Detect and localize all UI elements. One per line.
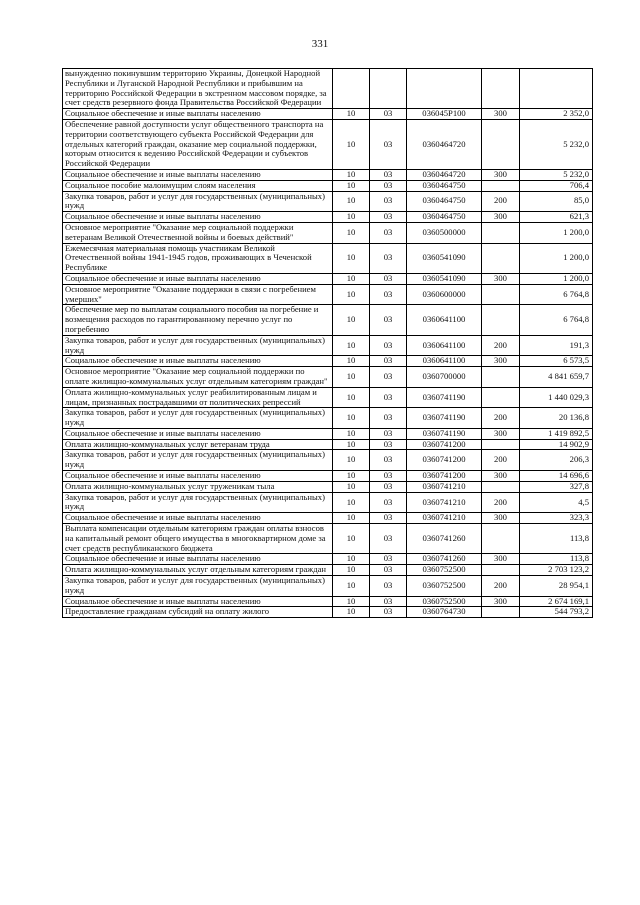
row-expense-type-cell [482, 607, 520, 618]
table-row [63, 554, 593, 565]
row-expense-type-cell [482, 439, 520, 450]
row-section-cell: 10 [333, 596, 370, 607]
table-row [63, 284, 593, 305]
row-amount-cell: 1 440 029,3 [520, 387, 593, 408]
row-amount-cell: 1 419 892,5 [520, 428, 593, 439]
row-name-cell: Социальное обеспечение и иные выплаты населению [63, 109, 333, 120]
row-amount-cell: 323,3 [520, 513, 593, 524]
row-name-cell: Оплата жилищно-коммунальных услуг отдельным категориям граждан [63, 565, 333, 576]
row-amount-cell: 706,4 [520, 180, 593, 191]
row-subsection-cell: 03 [370, 180, 407, 191]
row-name-cell: Социальное обеспечение и иные выплаты населению [63, 596, 333, 607]
table-row [63, 439, 593, 450]
row-target-article-cell: 0360752500 [407, 565, 482, 576]
row-target-article-cell: 0360741190 [407, 428, 482, 439]
row-section-cell: 10 [333, 481, 370, 492]
row-section-cell: 10 [333, 305, 370, 335]
table-row [63, 169, 593, 180]
row-target-article-cell: 0360741190 [407, 408, 482, 429]
row-expense-type-cell [482, 367, 520, 388]
row-expense-type-cell: 300 [482, 596, 520, 607]
row-target-article-cell: 0360741210 [407, 492, 482, 513]
budget-table [62, 68, 593, 618]
table-row [63, 565, 593, 576]
row-expense-type-cell [482, 222, 520, 243]
table-row [63, 428, 593, 439]
row-expense-type-cell [482, 284, 520, 305]
table-row [63, 481, 593, 492]
table-row [63, 408, 593, 429]
row-subsection-cell: 03 [370, 335, 407, 356]
table-row [63, 524, 593, 554]
row-name-cell: Ежемесячная материальная помощь участникам Великой Отечественной войны 1941-1945 годов, проживающих в Чеченской Республике [63, 243, 333, 273]
row-amount-cell: 113,8 [520, 524, 593, 554]
row-name-cell: Закупка товаров, работ и услуг для государственных (муниципальных) нужд [63, 408, 333, 429]
row-target-article-cell: 0360764730 [407, 607, 482, 618]
row-target-article-cell: 0360541090 [407, 243, 482, 273]
row-section-cell: 10 [333, 212, 370, 223]
row-name-cell: Закупка товаров, работ и услуг для государственных (муниципальных) нужд [63, 492, 333, 513]
page-number: 331 [311, 38, 329, 50]
row-amount-cell: 2 352,0 [520, 109, 593, 120]
row-name-cell: Обеспечение мер по выплатам социального пособия на погребение и возмещения расходов по гарантированному перечню услуг по погребению [63, 305, 333, 335]
row-target-article-cell: 0360541090 [407, 273, 482, 284]
row-name-cell: Социальное обеспечение и иные выплаты населению [63, 471, 333, 482]
row-expense-type-cell: 200 [482, 191, 520, 212]
row-target-article-cell: 0360741210 [407, 481, 482, 492]
row-name-cell: Социальное обеспечение и иные выплаты населению [63, 273, 333, 284]
row-subsection-cell: 03 [370, 450, 407, 471]
row-name-cell: Основное мероприятие "Оказание мер социальной поддержки по оплате жилищно-коммунальных услуг отдельным категориям граждан" [63, 367, 333, 388]
row-name-cell: Социальное обеспечение и иные выплаты населению [63, 554, 333, 565]
row-amount-cell: 1 200,0 [520, 273, 593, 284]
table-row [63, 513, 593, 524]
row-target-article-cell: 0360500000 [407, 222, 482, 243]
table-row [63, 180, 593, 191]
row-subsection-cell: 03 [370, 356, 407, 367]
row-name-cell: Социальное пособие малоимущим слоям населения [63, 180, 333, 191]
table-row [63, 387, 593, 408]
row-section-cell: 10 [333, 335, 370, 356]
row-section-cell [333, 69, 370, 109]
row-amount-cell: 621,3 [520, 212, 593, 223]
row-target-article-cell: 0360641100 [407, 305, 482, 335]
table-row [63, 450, 593, 471]
row-name-cell: Оплата жилищно-коммунальных услуг реабилитированным лицам и лицам, признанных пострадавшими от политических репрессий [63, 387, 333, 408]
row-target-article-cell: 0360741200 [407, 450, 482, 471]
row-subsection-cell: 03 [370, 387, 407, 408]
row-subsection-cell: 03 [370, 408, 407, 429]
row-subsection-cell: 03 [370, 596, 407, 607]
row-subsection-cell: 03 [370, 439, 407, 450]
row-expense-type-cell: 300 [482, 169, 520, 180]
table-row [63, 607, 593, 618]
budget-table-body [63, 69, 593, 618]
row-name-cell: Социальное обеспечение и иные выплаты населению [63, 513, 333, 524]
row-amount-cell: 544 793,2 [520, 607, 593, 618]
row-expense-type-cell [482, 69, 520, 109]
row-amount-cell: 1 200,0 [520, 222, 593, 243]
table-row [63, 273, 593, 284]
table-row [63, 596, 593, 607]
row-name-cell: Обеспечение равной доступности услуг общественного транспорта на территории соответствующего субъекта Российской Федерации для отдельных категорий граждан, оказание мер социальной поддержки, которым относится к ведению Российской Федерации и субъектов Российской Федерации [63, 119, 333, 169]
row-target-article-cell: 036045P100 [407, 109, 482, 120]
row-amount-cell: 206,3 [520, 450, 593, 471]
row-expense-type-cell: 200 [482, 492, 520, 513]
row-amount-cell: 14 696,6 [520, 471, 593, 482]
row-name-cell: Социальное обеспечение и иные выплаты населению [63, 212, 333, 223]
row-subsection-cell: 03 [370, 191, 407, 212]
row-amount-cell: 4 841 659,7 [520, 367, 593, 388]
row-amount-cell: 6 764,8 [520, 305, 593, 335]
row-section-cell: 10 [333, 119, 370, 169]
row-expense-type-cell: 300 [482, 212, 520, 223]
row-section-cell: 10 [333, 109, 370, 120]
row-subsection-cell: 03 [370, 428, 407, 439]
row-name-cell: Основное мероприятие "Оказание поддержки в связи с погребением умерших" [63, 284, 333, 305]
table-row [63, 109, 593, 120]
table-row [63, 212, 593, 223]
row-section-cell: 10 [333, 524, 370, 554]
row-subsection-cell [370, 69, 407, 109]
row-expense-type-cell: 200 [482, 335, 520, 356]
row-name-cell: Оплата жилищно-коммунальных услуг ветеранам труда [63, 439, 333, 450]
row-name-cell: Закупка товаров, работ и услуг для государственных (муниципальных) нужд [63, 191, 333, 212]
row-section-cell: 10 [333, 367, 370, 388]
table-row [63, 191, 593, 212]
row-section-cell: 10 [333, 513, 370, 524]
row-section-cell: 10 [333, 284, 370, 305]
row-subsection-cell: 03 [370, 119, 407, 169]
row-subsection-cell: 03 [370, 305, 407, 335]
row-section-cell: 10 [333, 169, 370, 180]
row-subsection-cell: 03 [370, 169, 407, 180]
row-amount-cell: 20 136,8 [520, 408, 593, 429]
row-subsection-cell: 03 [370, 471, 407, 482]
row-section-cell: 10 [333, 428, 370, 439]
row-target-article-cell: 0360752500 [407, 596, 482, 607]
row-section-cell: 10 [333, 492, 370, 513]
row-subsection-cell: 03 [370, 109, 407, 120]
row-target-article-cell: 0360741200 [407, 471, 482, 482]
row-target-article-cell [407, 69, 482, 109]
row-target-article-cell: 0360464720 [407, 119, 482, 169]
row-section-cell: 10 [333, 273, 370, 284]
table-row [63, 367, 593, 388]
row-section-cell: 10 [333, 387, 370, 408]
row-subsection-cell: 03 [370, 565, 407, 576]
row-subsection-cell: 03 [370, 576, 407, 597]
row-amount-cell: 113,8 [520, 554, 593, 565]
row-section-cell: 10 [333, 607, 370, 618]
row-name-cell: Выплата компенсации отдельным категориям граждан оплаты взносов на капитальный ремонт общего имущества в многоквартирном доме за счет средств республиканского бюджета [63, 524, 333, 554]
row-target-article-cell: 0360752500 [407, 576, 482, 597]
row-expense-type-cell: 300 [482, 513, 520, 524]
row-amount-cell: 6 764,8 [520, 284, 593, 305]
row-section-cell: 10 [333, 408, 370, 429]
row-subsection-cell: 03 [370, 492, 407, 513]
row-section-cell: 10 [333, 243, 370, 273]
row-amount-cell: 4,5 [520, 492, 593, 513]
row-section-cell: 10 [333, 180, 370, 191]
row-section-cell: 10 [333, 191, 370, 212]
row-expense-type-cell: 200 [482, 408, 520, 429]
row-expense-type-cell [482, 119, 520, 169]
row-name-cell: вынужденно покинувшим территорию Украины, Донецкой Народной Республики и Луганской Народной Республики и прибывшим на территорию Российской Федерации в экстренном массовом порядке, за счет средств резервного фонда Правительства Российской Федерации [63, 69, 333, 109]
row-expense-type-cell [482, 565, 520, 576]
row-expense-type-cell [482, 305, 520, 335]
table-row [63, 335, 593, 356]
row-expense-type-cell: 200 [482, 450, 520, 471]
row-target-article-cell: 0360464720 [407, 169, 482, 180]
row-section-cell: 10 [333, 554, 370, 565]
row-target-article-cell: 0360641100 [407, 356, 482, 367]
table-row [63, 356, 593, 367]
row-target-article-cell: 0360464750 [407, 180, 482, 191]
row-expense-type-cell [482, 180, 520, 191]
table-row [63, 305, 593, 335]
row-amount-cell: 2 703 123,2 [520, 565, 593, 576]
row-amount-cell: 2 674 169,1 [520, 596, 593, 607]
row-name-cell: Закупка товаров, работ и услуг для государственных (муниципальных) нужд [63, 335, 333, 356]
row-expense-type-cell: 200 [482, 576, 520, 597]
row-expense-type-cell: 300 [482, 428, 520, 439]
row-section-cell: 10 [333, 576, 370, 597]
row-name-cell: Социальное обеспечение и иные выплаты населению [63, 356, 333, 367]
row-target-article-cell: 0360741200 [407, 439, 482, 450]
row-subsection-cell: 03 [370, 513, 407, 524]
row-target-article-cell: 0360641100 [407, 335, 482, 356]
row-target-article-cell: 0360741260 [407, 554, 482, 565]
row-section-cell: 10 [333, 450, 370, 471]
row-expense-type-cell [482, 524, 520, 554]
row-subsection-cell: 03 [370, 367, 407, 388]
row-name-cell: Предоставление гражданам субсидий на оплату жилого [63, 607, 333, 618]
row-amount-cell [520, 69, 593, 109]
row-name-cell: Закупка товаров, работ и услуг для государственных (муниципальных) нужд [63, 576, 333, 597]
row-target-article-cell: 0360464750 [407, 212, 482, 223]
row-amount-cell: 14 902,9 [520, 439, 593, 450]
row-target-article-cell: 0360741210 [407, 513, 482, 524]
row-subsection-cell: 03 [370, 212, 407, 223]
row-section-cell: 10 [333, 471, 370, 482]
row-subsection-cell: 03 [370, 243, 407, 273]
row-target-article-cell: 0360741190 [407, 387, 482, 408]
row-amount-cell: 28 954,1 [520, 576, 593, 597]
table-row [63, 471, 593, 482]
row-expense-type-cell: 300 [482, 356, 520, 367]
row-name-cell: Закупка товаров, работ и услуг для государственных (муниципальных) нужд [63, 450, 333, 471]
row-amount-cell: 1 200,0 [520, 243, 593, 273]
table-row [63, 222, 593, 243]
row-amount-cell: 6 573,5 [520, 356, 593, 367]
row-amount-cell: 191,3 [520, 335, 593, 356]
row-amount-cell: 5 232,0 [520, 119, 593, 169]
row-section-cell: 10 [333, 356, 370, 367]
table-row [63, 492, 593, 513]
table-row [63, 576, 593, 597]
row-target-article-cell: 0360700000 [407, 367, 482, 388]
row-amount-cell: 85,0 [520, 191, 593, 212]
row-name-cell: Социальное обеспечение и иные выплаты населению [63, 428, 333, 439]
row-expense-type-cell [482, 387, 520, 408]
row-subsection-cell: 03 [370, 524, 407, 554]
row-subsection-cell: 03 [370, 481, 407, 492]
row-subsection-cell: 03 [370, 222, 407, 243]
row-subsection-cell: 03 [370, 273, 407, 284]
table-row [63, 243, 593, 273]
row-subsection-cell: 03 [370, 607, 407, 618]
table-row [63, 119, 593, 169]
row-subsection-cell: 03 [370, 554, 407, 565]
row-target-article-cell: 0360464750 [407, 191, 482, 212]
row-target-article-cell: 0360741260 [407, 524, 482, 554]
row-name-cell: Социальное обеспечение и иные выплаты населению [63, 169, 333, 180]
row-amount-cell: 327,8 [520, 481, 593, 492]
row-target-article-cell: 0360600000 [407, 284, 482, 305]
row-section-cell: 10 [333, 565, 370, 576]
row-expense-type-cell: 300 [482, 471, 520, 482]
row-name-cell: Основное мероприятие "Оказание мер социальной поддержки ветеранам Великой Отечественной войны и боевых действий" [63, 222, 333, 243]
row-expense-type-cell [482, 243, 520, 273]
row-name-cell: Оплата жилищно-коммунальных услуг труженикам тыла [63, 481, 333, 492]
table-row [63, 69, 593, 109]
row-section-cell: 10 [333, 439, 370, 450]
row-expense-type-cell: 300 [482, 273, 520, 284]
row-section-cell: 10 [333, 222, 370, 243]
row-expense-type-cell [482, 481, 520, 492]
row-expense-type-cell: 300 [482, 109, 520, 120]
row-subsection-cell: 03 [370, 284, 407, 305]
row-amount-cell: 5 232,0 [520, 169, 593, 180]
row-expense-type-cell: 300 [482, 554, 520, 565]
